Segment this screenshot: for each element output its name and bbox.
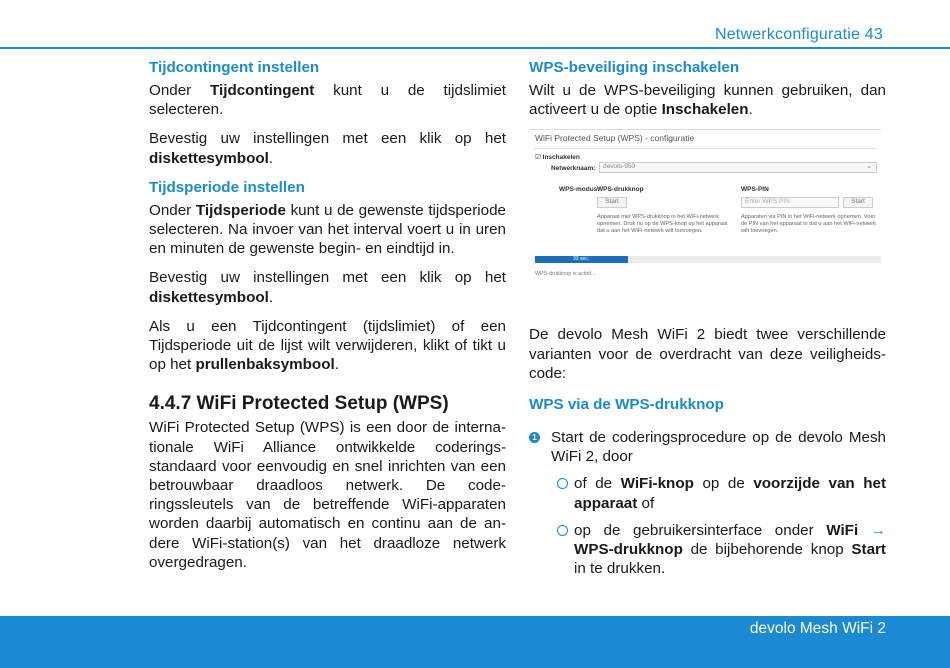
chevron-down-icon: ⌄ bbox=[866, 163, 872, 171]
wps-pin-input[interactable]: Enter WPS PIN bbox=[741, 197, 839, 208]
button-description: Apparaat met WPS-drukknop in het WiFi-netwerk opnemen. Druk nu op de WPS-knop op het apparaat dat u aan het WiFi-netwerk wilt toevoegen. bbox=[597, 214, 728, 234]
step-number-badge: 1 bbox=[529, 432, 540, 443]
heading-tijdsperiode: Tijdsperiode instellen bbox=[149, 178, 305, 196]
page-footer bbox=[0, 616, 950, 668]
enable-checkbox[interactable] bbox=[535, 154, 580, 162]
wps-mode-label: WPS-modus: bbox=[559, 186, 600, 194]
heading-tijdcontingent: Tijdcontingent instellen bbox=[149, 59, 320, 76]
sub-step-gebruikersinterface: op de gebruikersinterface onder WiFi → WPS-drukknop de bijbehorende knop Start in te drukken. bbox=[529, 521, 886, 579]
pin-description: Apparaten via PIN in het WiFi-netwerk opnemen. Voer de PIN van het apparaat in dat u aan het WiFi-netwerk wilt toevoegen. bbox=[741, 214, 876, 234]
wps-config-screenshot bbox=[529, 129, 881, 287]
bullet-circle-icon bbox=[557, 478, 568, 489]
paragraph-tijdcontingent: Onder Tijdcontingent kunt u de tijdslimiet selecteren. bbox=[149, 82, 506, 119]
button-column-title: WPS-drukknop bbox=[597, 186, 644, 194]
figure-title: WiFi Protected Setup (WPS) - configuratie bbox=[535, 133, 695, 144]
paragraph-wps-intro: WiFi Protected Setup (WPS) is een door de internationale WiFi Alliance ontwikkelde coderingsstandaard voor eenvoudig en snel inrichten van een betrouwbaar draadloos netwerk. De coderingssleutels van de betreffende WiFi-apparaten worden daarbij automatisch en continu aan de andere WiFi-station(s) van het draadloze netwerk overgedragen. bbox=[149, 419, 506, 571]
step-1 bbox=[529, 428, 886, 466]
footer-product-name: devolo Mesh WiFi 2 bbox=[749, 620, 886, 637]
sub-step-wifi-knop: of de WiFi-knop op de voorzijde van het apparaat of bbox=[529, 474, 886, 512]
network-select[interactable] bbox=[599, 162, 877, 173]
left-column bbox=[149, 58, 506, 572]
figure-divider bbox=[533, 148, 877, 149]
arrow-right-icon: → bbox=[858, 521, 886, 539]
paragraph-verwijderen: Als u een Tijdcontingent (tijdslimiet) of een Tijdsperiode uit de lijst wilt verwijderen, klikt of tikt u op het prullenbaksymbool. bbox=[149, 317, 506, 374]
heading-wps-drukknop: WPS via de WPS-drukknop bbox=[529, 396, 724, 414]
paragraph-wps-activeren: Wilt u de WPS-beveiliging kunnen gebruiken, dan activeert u de optie Inschakelen. bbox=[529, 82, 886, 119]
checkbox-icon: ☑ bbox=[535, 154, 541, 162]
paragraph-bevestig-1: Bevestig uw instellingen met een klik op het diskettesymbool. bbox=[149, 130, 506, 167]
checkbox-label: Inschakelen bbox=[542, 154, 580, 162]
wps-start-button[interactable]: Start bbox=[597, 197, 627, 208]
right-column bbox=[529, 58, 886, 578]
network-label: Netwerknaam: bbox=[551, 165, 596, 173]
paragraph-varianten: De devolo Mesh WiFi 2 biedt twee verschillende varianten voor de overdracht van deze veiligheidscode: bbox=[529, 326, 886, 382]
bullet-circle-icon bbox=[557, 525, 568, 536]
step-1-text: Start de coderingsprocedure op de devolo Mesh WiFi 2, door bbox=[551, 429, 886, 466]
pin-column-title: WPS-PIN bbox=[741, 186, 769, 194]
paragraph-bevestig-2: Bevestig uw instellingen met een klik op het diskettesymbool. bbox=[149, 269, 506, 306]
wps-status-text: WPS-drukknop is actief... bbox=[535, 271, 596, 278]
section-title-wps: 4.4.7 WiFi Protected Setup (WPS) bbox=[149, 393, 449, 415]
paragraph-tijdsperiode: Onder Tijdsperiode kunt u de gewenste tijdsperiode selecteren. Na invoer van het interval voert u in uren en minuten de gewenste begin- en eindtijd in. bbox=[149, 201, 506, 258]
pin-start-button[interactable]: Start bbox=[843, 197, 873, 208]
wps-progress-fill: 33 sec. bbox=[535, 256, 628, 263]
network-value: devolo-950 bbox=[603, 163, 636, 171]
wps-progress-bar bbox=[535, 256, 881, 263]
header-divider bbox=[0, 47, 950, 49]
page-header-title: Netwerkconfiguratie 43 bbox=[714, 26, 883, 43]
heading-wps-beveiliging: WPS-beveiliging inschakelen bbox=[529, 59, 740, 76]
